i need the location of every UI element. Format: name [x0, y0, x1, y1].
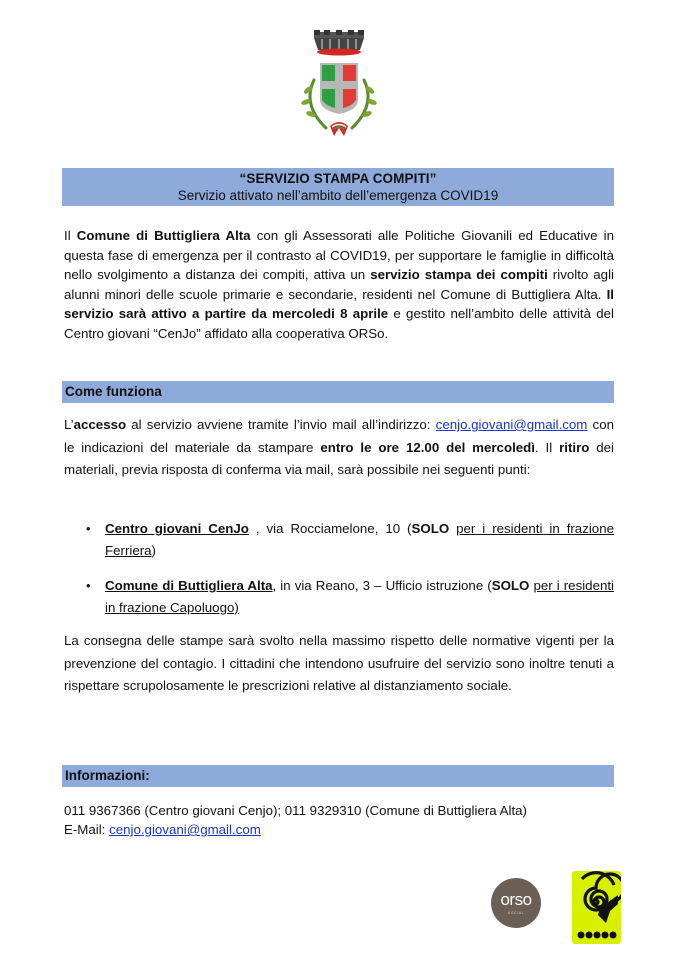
intro-text: e gestito nell’ambito delle attività del Centro giovani “CenJo” affidato alla cooperativa ORSo.	[64, 306, 614, 341]
access-text: al servizio avviene tramite l’invio mail all’indirizzo:	[126, 417, 436, 432]
section-heading: Informazioni:	[65, 768, 150, 783]
access-pickup: ritiro	[559, 439, 590, 455]
contact-email-link[interactable]: cenjo.giovani@gmail.com	[109, 822, 261, 837]
access-text: con le indicazioni del materiale da stampare	[64, 417, 614, 455]
intro-service-name: servizio stampa dei compiti	[370, 267, 548, 282]
phone-numbers: 011 9367366 (Centro giovani Cenjo); 011 9329310 (Comune di Buttigliera Alta)	[64, 803, 527, 818]
section-header-come-funziona	[62, 381, 614, 403]
coat-of-arms-icon	[284, 30, 394, 142]
delivery-paragraph: La consegna delle stampe sarà svolto nella massimo rispetto delle normative vigenti per la prevenzione del contagio. I cittadini che intendono usufruire del servizio sono inoltre tenuti a rispettare scrupolosamente le prescrizioni relative al distanziamento sociale.	[64, 633, 614, 693]
intro-text: Il	[64, 228, 77, 243]
contacts-block	[64, 801, 527, 839]
list-item	[64, 575, 614, 619]
pickup-point-address: , in via Reano, 3 – Ufficio istruzione (	[272, 578, 492, 593]
pickup-point-close: )	[151, 543, 156, 558]
intro-municipality: Comune di Buttigliera Alta	[76, 228, 251, 243]
access-bold: accesso	[73, 417, 127, 432]
document-title: “SERVIZIO STAMPA COMPITI”	[239, 171, 437, 186]
pickup-point-name: Centro giovani CenJo	[105, 521, 249, 536]
access-text: dei materiali, previa risposta di conferma via mail, sarà possibile nei seguenti punti:	[64, 439, 614, 478]
orso-logo-text: orso	[500, 890, 532, 909]
access-text: . Il	[534, 439, 560, 455]
pickup-point-note: per i residenti in frazione Ferriera	[105, 521, 614, 558]
email-label: E-Mail:	[64, 822, 110, 837]
intro-paragraph	[64, 226, 614, 343]
orso-logo	[491, 878, 541, 928]
cenjo-logo	[572, 871, 621, 944]
bullet-icon: •	[86, 578, 91, 593]
bullet-icon: •	[86, 521, 91, 536]
pickup-point-solo: SOLO	[491, 578, 530, 593]
intro-text: rivolto agli alunni minori delle scuole primarie e secondarie, residenti nel Comune di Buttigliera Alta.	[64, 267, 614, 302]
pickup-point-solo: SOLO	[411, 521, 450, 536]
section-header-informazioni	[62, 765, 614, 787]
intro-start-date: Il servizio sarà attivo a partire da mercoledi 8 aprile	[64, 286, 614, 321]
intro-text: con gli Assessorati alle Politiche Giovanili ed Educative in questa fase di emergenza per il contrasto al COVID19, per supportare le famiglie in difficoltà nello svolgimento a distanza dei compiti, attiva un	[64, 228, 615, 282]
cenjo-spiral-icon	[572, 871, 621, 944]
document-subtitle: Servizio attivato nell’ambito dell’emergenza COVID19	[177, 188, 499, 203]
access-text: L’	[64, 417, 74, 432]
orso-logo-subtext: SOCIAL	[507, 911, 525, 915]
email-line	[64, 820, 527, 839]
access-deadline: entro le ore 12.00 del mercoledì	[320, 439, 535, 455]
pickup-point-note: per i residenti in frazione Capoluogo)	[105, 578, 615, 615]
pickup-points-list	[64, 518, 614, 632]
pickup-point-name: Comune di Buttigliera Alta	[105, 578, 273, 593]
email-link[interactable]: cenjo.giovani@gmail.com	[435, 417, 588, 432]
access-paragraph	[64, 414, 614, 482]
section-heading: Come funziona	[65, 384, 162, 399]
pickup-point-address: , via Rocciamelone, 10 (	[248, 521, 412, 536]
list-item	[64, 518, 614, 562]
title-band	[62, 168, 614, 206]
